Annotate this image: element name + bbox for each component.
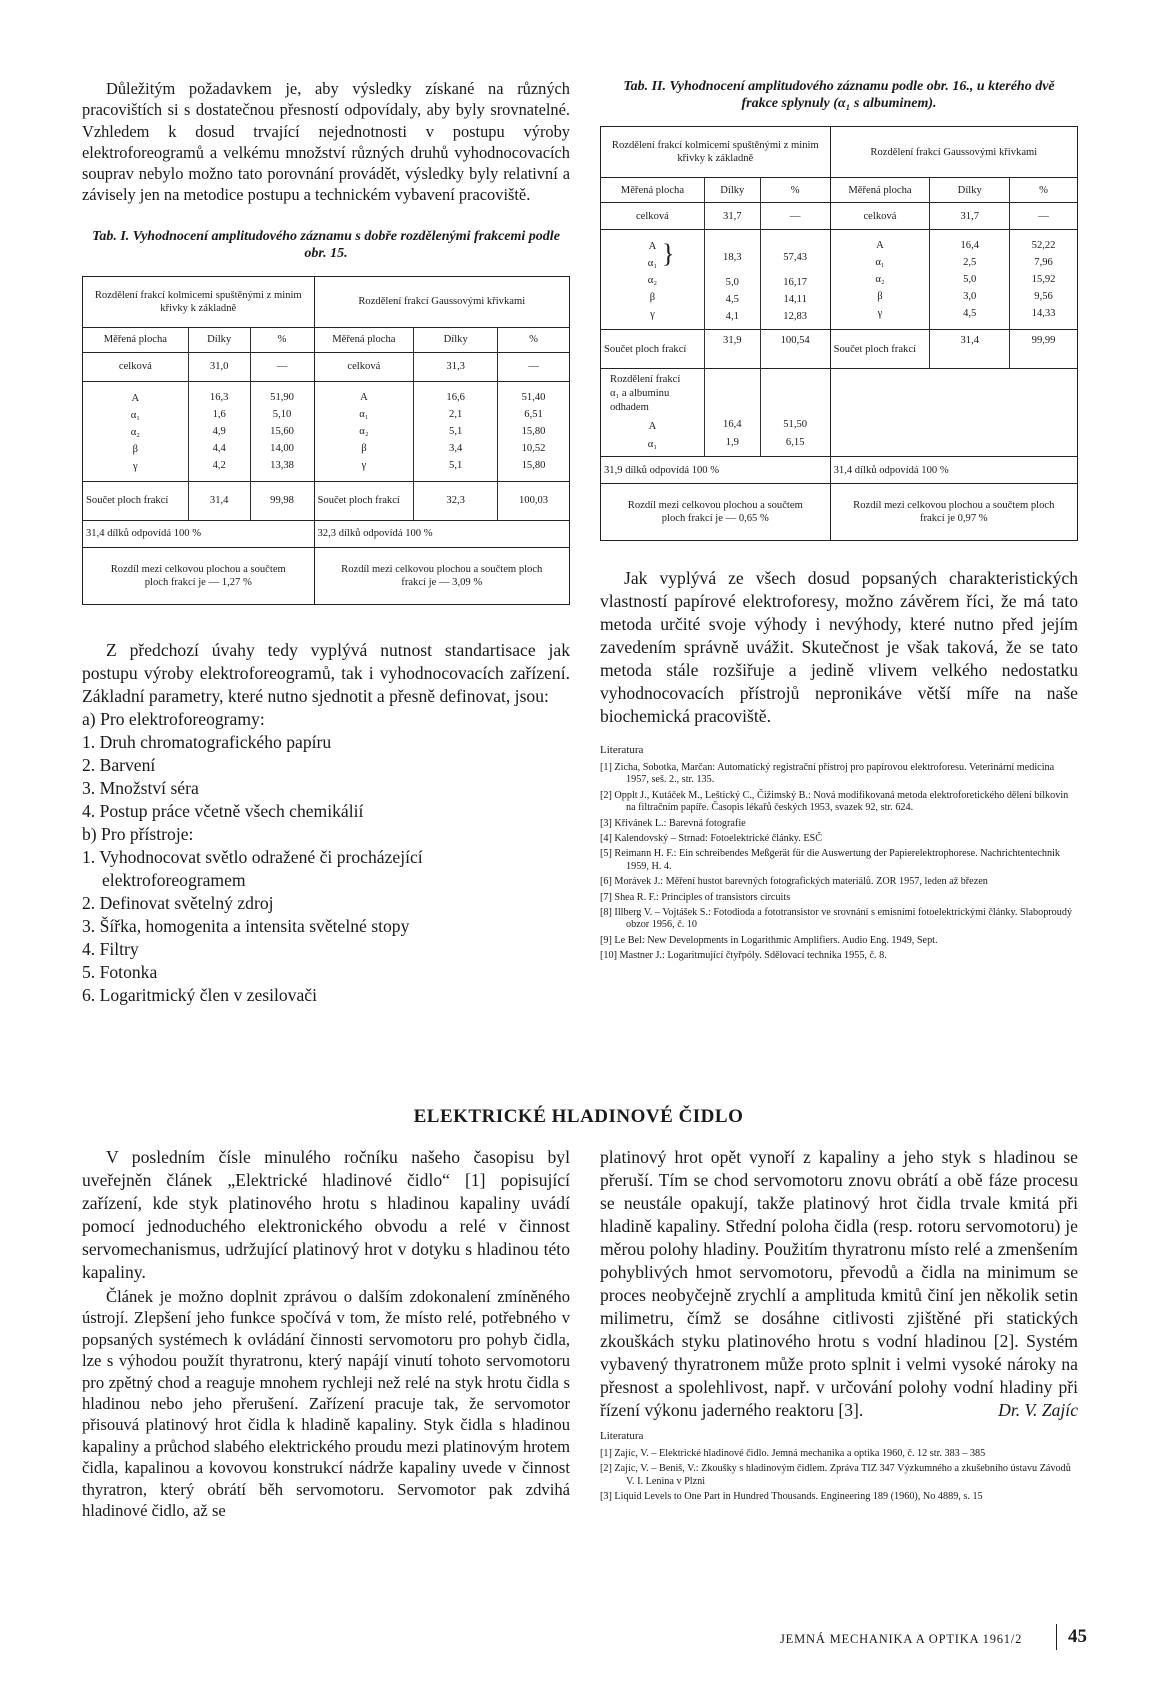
table1-fraction-r: γ	[361, 459, 367, 471]
table2-total-label: celková	[601, 203, 705, 230]
table2-left-sum-pct: 100,54	[760, 330, 830, 369]
table1-fraction-r: β	[361, 442, 367, 454]
table1-fraction: α₂	[130, 426, 140, 438]
literature-heading: Literatura	[600, 744, 644, 756]
references-list-2	[600, 1448, 1078, 1504]
page-number: 45	[1068, 1626, 1087, 1647]
literature-heading-2: Literatura	[600, 1430, 644, 1442]
table2-sum-label: Součet ploch frakcí	[601, 330, 705, 369]
reference-item: [10] Mastner J.: Logaritmující čtyřpóly. Sdělovací technika 1955, č. 8.	[600, 950, 887, 962]
list-item: 6. Logaritmický člen v zesilovači	[82, 984, 317, 1005]
table1-right-part: 3,4	[449, 442, 463, 454]
article-paragraph-3	[600, 1146, 1078, 1422]
table2-caption: Tab. II. Vyhodnocení amplitudového záznamu podle obr. 16., u kterého dvě frakce splynuly (α₁ s albuminem).	[623, 79, 1055, 111]
table1-right-part: 5,1	[449, 425, 463, 437]
table1-left-sum-pct: 99,98	[250, 481, 314, 520]
table2-col-pct-r: %	[1010, 178, 1078, 203]
table1-right-total: 31,3	[414, 352, 498, 381]
table1-right-sum-parts: 32,3	[414, 481, 498, 520]
table2-left-part: 18,3	[723, 252, 742, 263]
table1-left-total: 31,0	[188, 352, 250, 381]
table1-fraction-r: α₁	[359, 408, 369, 420]
table2-left-pct: 16,17	[783, 277, 808, 288]
table1-right-total-pct: —	[498, 352, 570, 381]
table2-left-pct: 57,43	[783, 252, 808, 263]
reference-item: [3] Křivánek L.: Barevná fotografie	[600, 817, 746, 829]
table2-col-area: Měřená plocha	[601, 178, 705, 203]
table1	[82, 276, 570, 605]
footer-divider	[1056, 1624, 1057, 1650]
list-item: 5. Fotonka	[82, 961, 158, 982]
table2-right-total-pct: —	[1010, 203, 1078, 230]
table2-left-header: Rozdělení frakcí kolmicemi spuštěnými z minim křivky k základně	[601, 127, 831, 178]
list-item: 4. Filtry	[82, 938, 139, 959]
table2-right-pct: 14,33	[1031, 308, 1056, 319]
table2-right-sum-pct: 99,99	[1010, 330, 1078, 369]
table1-right-part: 2,1	[449, 408, 463, 420]
table1-col-parts: Dílky	[188, 327, 250, 352]
table2-fraction-r: α₁	[875, 257, 885, 268]
reference-item: [2] Opplt J., Kutáček M., Leštický C., Čižimský B.: Nová modifikovaná metoda elektroforetického dělení bílkovin na filtračním papíře. Časopis lékařů českých 1953, svazek 92, str. 624.	[600, 789, 1069, 814]
table2-split-alpha-parts: 1,9	[725, 437, 739, 448]
conclusion-paragraph: Jak vyplývá ze všech dosud popsaných charakteristických vlastností papírové elektroforesy, možno závěrem říci, že má tato metoda určité svoje výhody i nevýhody, které nutno před jejím zavedením správně uvážit. Skutečnost je však taková, že se tato metoda stále rozšiřuje a jedině vlivem velkého nedostatku vyhodnocovacích přístrojů nepronikáve větší míře na naše biochemická pracoviště.	[600, 568, 1078, 726]
table1-left-part: 4,9	[212, 425, 226, 437]
table1-left-pct: 15,60	[270, 425, 294, 437]
list-a	[82, 731, 570, 823]
table2-left-sum-parts: 31,9	[704, 330, 760, 369]
table2-right-header: Rozdělení frakcí Gaussovými křivkami	[870, 146, 1038, 158]
list-b	[82, 846, 570, 1007]
table2-fraction: α₁	[647, 258, 658, 269]
table1-left-sum-parts: 31,4	[188, 481, 250, 520]
table2-right-part: 3,0	[963, 291, 977, 302]
table1-col-pct: %	[250, 327, 314, 352]
table1-left-pct: 5,10	[272, 408, 292, 420]
table2-fraction: γ	[650, 309, 655, 320]
table2-right-part: 2,5	[963, 257, 977, 268]
author-signature: Dr. V. Zajíc	[998, 1400, 1078, 1420]
list-a-head: a) Pro elektroforeogramy:	[82, 708, 265, 729]
reference-item: [9] Le Bel: New Developments in Logarithmic Amplifiers. Audio Eng. 1949, Sept.	[600, 934, 938, 946]
article-right-column	[600, 1146, 1078, 1507]
left-column-top	[82, 78, 570, 1007]
table2-right-total: 31,7	[930, 203, 1010, 230]
table1-sum-label: Součet ploch frakcí	[83, 481, 189, 520]
table1-left-header: Rozdělení frakcí kolmicemi spuštěnými z minim křivky k základně	[83, 276, 315, 327]
table1-fraction-r: A	[360, 391, 368, 403]
reference-item: [8] Illberg V. – Vojtášek S.: Fotodioda a fototransistor ve srovnání s emisními fotoelektrickými články. Slaboproudý obzor 1956, č. 10	[600, 907, 1073, 931]
reference-item: [4] Kalendovský – Strnad: Fotoelektrické články. ESČ	[600, 833, 823, 845]
table1-right-header: Rozdělení frakcí Gaussovými křivkami	[358, 296, 526, 308]
table2-fraction-r: γ	[877, 308, 883, 319]
table1-right-part: 5,1	[449, 459, 463, 471]
table1-total-label-r: celková	[314, 352, 414, 381]
table1-fraction: γ	[133, 460, 138, 472]
table1-right-pct: 10,52	[521, 442, 546, 454]
list-item: 3. Šířka, homogenita a intensita světelné stopy	[82, 915, 410, 936]
table2-right-sum-parts: 31,4	[930, 330, 1010, 369]
list-b-head: b) Pro přístroje:	[82, 823, 194, 844]
reference-item: [5] Reimann H. F.: Ein schreibendes Meßgerät für die Auswertung der Papierelektrophorese. Nachrichtentechnik 1959, H. 4.	[600, 848, 1061, 872]
table2-right-part: 5,0	[963, 274, 977, 285]
list-item: 1. Vyhodnocovat světlo odražené či procházející elektroforeogramem	[82, 846, 423, 890]
table2-left-equiv: 31,9 dílků odpovídá 100 %	[601, 457, 831, 484]
table1-right-sum-pct: 100,03	[498, 481, 570, 520]
table1-left-part: 16,3	[209, 391, 229, 403]
table2-col-parts: Dílky	[704, 178, 760, 203]
table1-right-pct: 6,51	[524, 408, 543, 420]
list-item: 2. Definovat světelný zdroj	[82, 892, 274, 913]
table1-fraction: α₁	[130, 409, 140, 421]
table2-right-diff: Rozdíl mezi celkovou plochou a součtem ploch frakcí je 0,97 %	[830, 484, 1077, 541]
table1-total-label: celková	[83, 352, 189, 381]
footer-journal: JEMNÁ MECHANIKA A OPTIKA 1961/2	[780, 1632, 1023, 1646]
table2-fraction: α₂	[647, 275, 658, 286]
table2-left-pct: 12,83	[783, 311, 808, 322]
reference-item: [2] Zajíc, V. – Beniš, V.: Zkoušky s hladinovým čidlem. Zpráva TIZ 347 Výzkumného a zkušebního ústavu Závodů V. I. Lenina v Plzni	[600, 1463, 1071, 1487]
list-item: 4. Postup práce včetně všech chemikálií	[82, 800, 364, 821]
table1-left-equiv: 31,4 dílků odpovídá 100 %	[83, 520, 315, 547]
article-left-column	[82, 1146, 570, 1521]
table2-total-label-r: celková	[830, 203, 930, 230]
table2	[600, 126, 1078, 541]
brace-icon: }	[662, 239, 675, 268]
article-paragraph-3-text: platinový hrot opět vynoří z kapaliny a jeho styk s hladinou se přeruší. Tím se chod servomotoru znovu obrátí a obě fáze procesu se neustále opakují, takže platinový hrot čidla trvale kmitá při hladině kapaliny. Střední poloha čidla (resp. rotoru servomotoru) je měrou polohy hladiny. Použitím thyratronu místo relé a zmenšením pohyblivých hmot servomotoru, převodů a čidla na minimum se proces neobyčejně zrychlí a amplituda kmitů činí jen několik setin milimetru, čímž se dosáhne citlivosti zjištěné při statických zkouškách styku platinového hrotu s vodní hladinou [2]. Systém vybavený thyratronem může proto splnit i velmi vysoké nároky na přesnost a spolehlivost, např. v určování polohy vodní hladiny při řízení výkonu jaderného reaktoru [3].	[600, 1147, 1078, 1420]
table1-fraction: A	[131, 392, 140, 404]
table1-caption: Tab. I. Vyhodnocení amplitudového záznamu s dobře rozdělenými frakcemi podle obr. 15.	[92, 228, 560, 261]
table2-left-pct: 14,11	[783, 294, 807, 305]
intro-paragraph: Důležitým požadavkem je, aby výsledky získané na různých pracovištích si s dostatečnou přesností odpovídaly, aby byly srovnatelné. Vzhledem k dosud trvající nejednotnosti v postupu výroby elektroforeogramů a velkému množství různých druhů vyhodnocovacích souprav nebylo možno tato porovnání provádět, výsledky byly relativní a závisely jen na metodice postupu a technickém vybavení pracoviště.	[82, 79, 570, 205]
article-title: ELEKTRICKÉ HLADINOVÉ ČIDLO	[413, 1106, 744, 1127]
table1-right-pct: 15,80	[521, 459, 546, 471]
table2-split-alpha-pct: 6,15	[785, 437, 805, 448]
reference-item: [3] Liquid Levels to One Part in Hundred Thousands. Engineering 189 (1960), No 4889, s. 15	[600, 1491, 983, 1503]
table1-col-parts-r: Dílky	[414, 327, 498, 352]
table2-right-pct: 15,92	[1031, 274, 1056, 285]
table1-fraction: β	[132, 443, 139, 455]
reference-item: [1] Zicha, Sobotka, Marčan: Automatický registrační přístroj pro papírovou elektroforesu. Veterinární medicina 1957, seš. 2., str. 135.	[600, 762, 1055, 786]
table1-left-pct: 51,90	[270, 391, 294, 403]
table1-col-area-r: Měřená plocha	[314, 327, 414, 352]
article-paragraph-1: V posledním čísle minulého ročníku našeho časopisu byl uveřejněn článek „Elektrické hladinové čidlo“ [1] popisující zařízení, kde styk platinového hrotu s hladinou kapaliny uvádí pomocí jednoduchého elektronického obvodu a relé v činnost servomechanismus, udržující platinový hrot v dotyku s hladinou této kapaliny.	[82, 1147, 570, 1282]
table2-col-parts-r: Dílky	[930, 178, 1010, 203]
right-column-top	[600, 78, 1078, 966]
table2-fraction-r: α₂	[875, 274, 885, 285]
table2-left-diff: Rozdíl mezi celkovou plochou a součtem ploch frakcí je — 0,65 %	[601, 484, 831, 541]
table2-right-pct: 7,96	[1034, 257, 1053, 268]
table1-col-area: Měřená plocha	[83, 327, 189, 352]
table1-left-pct: 13,38	[270, 459, 294, 471]
list-item: 1. Druh chromatografického papíru	[82, 731, 332, 752]
table2-sum-label-r: Součet ploch frakcí	[830, 330, 930, 369]
table2-left-part: 4,5	[725, 294, 739, 305]
table2-left-total: 31,7	[704, 203, 760, 230]
table1-right-diff: Rozdíl mezi celkovou plochou a součtem ploch frakcí je — 3,09 %	[314, 547, 570, 604]
table2-split-alpha: α₁	[647, 439, 658, 450]
reference-item: [6] Morávek J.: Měření hustot barevných fotografických materiálů. ZOR 1957, leden až březen	[600, 876, 988, 888]
table1-left-pct: 14,00	[270, 442, 294, 454]
list-item: 2. Barvení	[82, 754, 156, 775]
table1-fraction-r: α₂	[359, 425, 369, 437]
article-paragraph-2: Článek je možno doplnit zprávou o dalším zdokonalení zmíněného ústrojí. Zlepšení jeho funkce spočívá v tom, že místo relé, potřebného v popsaných systémech k ovládání činnosti servomotoru pro pohyb čidla, lze s výhodou použít thyratronu, který napájí vinutí tohoto servomotoru pro zpětný chod a reaguje mnohem rychleji než relé na styk hrotu čidla s hladinou nebo jeho přerušení. Zařízení pracuje tak, že servomotor přisouvá platinový hrot čidla k hladině kapaliny. Styk čidla s hladinou kapaliny a průchod slabého elektrického proudu mezi platinovým hrotem čidla, kapalinou a kovovou konstrukcí nádrže kapaliny uvede v činnost thyratron, který obrátí běh servomotoru. Servomotor pak zdvihá hladinové čidlo, až se	[82, 1287, 570, 1521]
table1-right-equiv: 32,3 dílků odpovídá 100 %	[314, 520, 570, 547]
table2-split-a-parts: 16,4	[723, 419, 742, 430]
table1-left-part: 4,2	[212, 459, 226, 471]
table1-sum-label-r: Součet ploch frakcí	[314, 481, 414, 520]
table1-left-part: 1,6	[212, 408, 226, 420]
table2-left-total-pct: —	[760, 203, 830, 230]
list-item: 3. Množství séra	[82, 777, 199, 798]
table1-left-part: 4,4	[212, 442, 226, 454]
table2-fraction-r: A	[876, 240, 884, 251]
table2-fraction: A	[648, 241, 657, 252]
table2-right-part: 16,4	[960, 240, 980, 251]
table2-right-equiv: 31,4 dílků odpovídá 100 %	[830, 457, 1077, 484]
reference-item: [7] Shea R. F.: Principles of transistors circuits	[600, 891, 791, 903]
table1-right-part: 16,6	[446, 391, 465, 403]
table2-right-part: 4,5	[963, 308, 977, 319]
table1-col-pct-r: %	[498, 327, 570, 352]
table2-right-pct: 52,22	[1031, 240, 1056, 251]
table1-right-pct: 51,40	[521, 391, 546, 403]
table2-split-label: Rozdělení frakcí α₁ a albuminu odhadem	[610, 374, 681, 413]
table1-left-total-pct: —	[250, 352, 314, 381]
table2-col-pct: %	[760, 178, 830, 203]
table2-fraction: β	[649, 292, 656, 303]
table1-right-pct: 15,80	[521, 425, 546, 437]
table2-right-pct: 9,56	[1034, 291, 1053, 302]
table2-left-part: 5,0	[725, 277, 739, 288]
table1-left-diff: Rozdíl mezi celkovou plochou a součtem ploch frakcí je — 1,27 %	[83, 547, 315, 604]
references-list	[600, 762, 1078, 963]
table2-left-part: 4,1	[725, 311, 739, 322]
reference-item: [1] Zajíc, V. – Elektrické hladinové čidlo. Jemná mechanika a optika 1960, č. 12 str. 383 – 385	[600, 1448, 986, 1459]
table2-fraction-r: β	[877, 291, 883, 302]
table2-col-area-r: Měřená plocha	[830, 178, 930, 203]
table2-split-a: A	[648, 421, 657, 432]
standardization-paragraph: Z předchozí úvahy tedy vyplývá nutnost standartisace jak postupu výroby elektroforeogramů, tak i vyhodnocovacích zařízení. Základní parametry, které nutno sjednotit a přesně definovat, jsou:	[82, 639, 570, 706]
table2-split-a-pct: 51,50	[783, 419, 808, 430]
